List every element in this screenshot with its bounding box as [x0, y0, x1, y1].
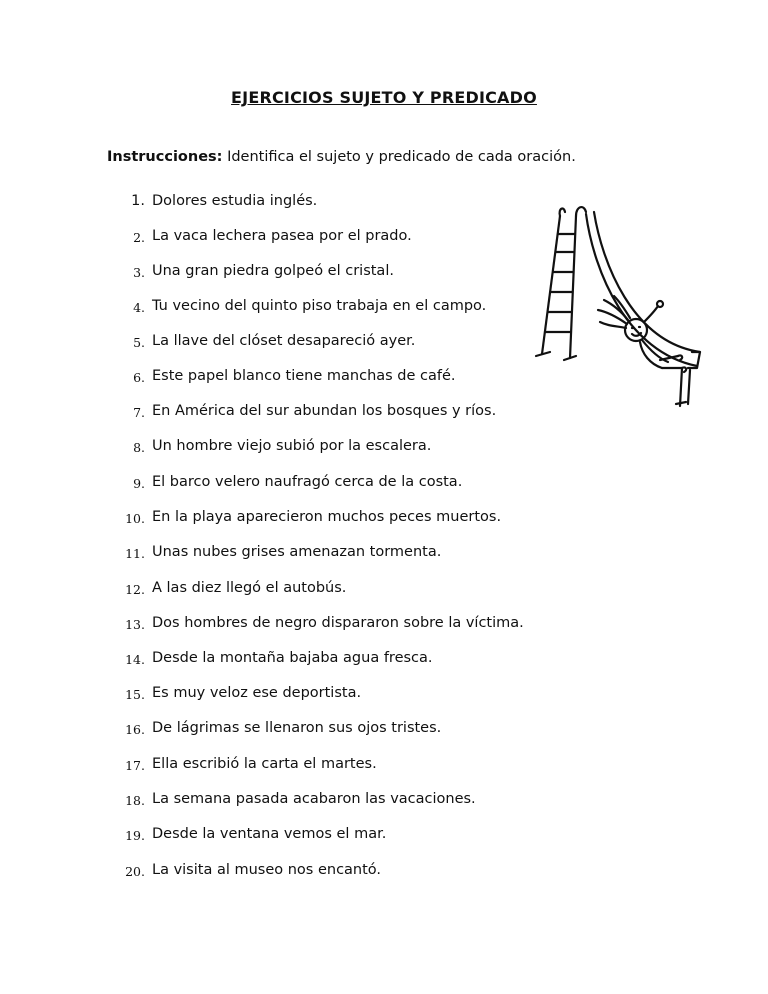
item-text: Desde la ventana vemos el mar. [152, 826, 387, 842]
instructions-label: Instrucciones: [107, 149, 223, 165]
item-number: 4. [133, 300, 145, 315]
instructions [107, 149, 576, 165]
item-number: 16. [125, 722, 145, 737]
item-number: 15. [125, 687, 145, 702]
item-text: El barco velero naufragó cerca de la costa. [152, 474, 463, 490]
child-on-slide-illustration [532, 192, 702, 414]
item-text: Unas nubes grises amenazan tormenta. [152, 544, 442, 560]
item-text: Dolores estudia inglés. [152, 193, 318, 209]
item-text: La vaca lechera pasea por el prado. [152, 228, 412, 244]
item-text: En la playa aparecieron muchos peces muertos. [152, 509, 502, 525]
item-text: Ella escribió la carta el martes. [152, 756, 377, 772]
item-number: 18. [125, 793, 145, 808]
item-number: 10. [125, 511, 145, 526]
item-number: 7. [133, 405, 145, 420]
item-number: 14. [125, 652, 145, 667]
item-number: 9. [133, 476, 145, 491]
item-number: 12. [125, 582, 145, 597]
item-number: 2. [133, 230, 145, 245]
item-number: 13. [125, 617, 145, 632]
item-number: 17. [125, 758, 145, 773]
item-text: Un hombre viejo subió por la escalera. [152, 438, 432, 454]
item-text: La visita al museo nos encantó. [152, 862, 382, 878]
instructions-text: Identifica el sujeto y predicado de cada oración. [227, 149, 576, 165]
item-number: 8. [133, 440, 145, 455]
item-text: Dos hombres de negro dispararon sobre la víctima. [152, 615, 524, 631]
item-text: Una gran piedra golpeó el cristal. [152, 263, 394, 279]
item-number: 20. [125, 864, 145, 879]
item-text: En América del sur abundan los bosques y ríos. [152, 403, 497, 419]
item-text: La llave del clóset desapareció ayer. [152, 333, 416, 349]
item-number: 6. [133, 370, 145, 385]
item-number: 11. [125, 546, 145, 561]
item-text: Desde la montaña bajaba agua fresca. [152, 650, 433, 666]
item-number: 3. [133, 265, 145, 280]
item-text: Tu vecino del quinto piso trabaja en el campo. [152, 298, 487, 314]
item-number: 1. [131, 193, 145, 209]
item-text: De lágrimas se llenaron sus ojos tristes. [152, 720, 442, 736]
item-number: 19. [125, 828, 145, 843]
item-text: La semana pasada acabaron las vacaciones. [152, 791, 476, 807]
item-text: Es muy veloz ese deportista. [152, 685, 362, 701]
item-text: A las diez llegó el autobús. [152, 580, 347, 596]
item-number: 5. [133, 335, 145, 350]
page-title: EJERCICIOS SUJETO Y PREDICADO [231, 88, 537, 107]
item-text: Este papel blanco tiene manchas de café. [152, 368, 456, 384]
